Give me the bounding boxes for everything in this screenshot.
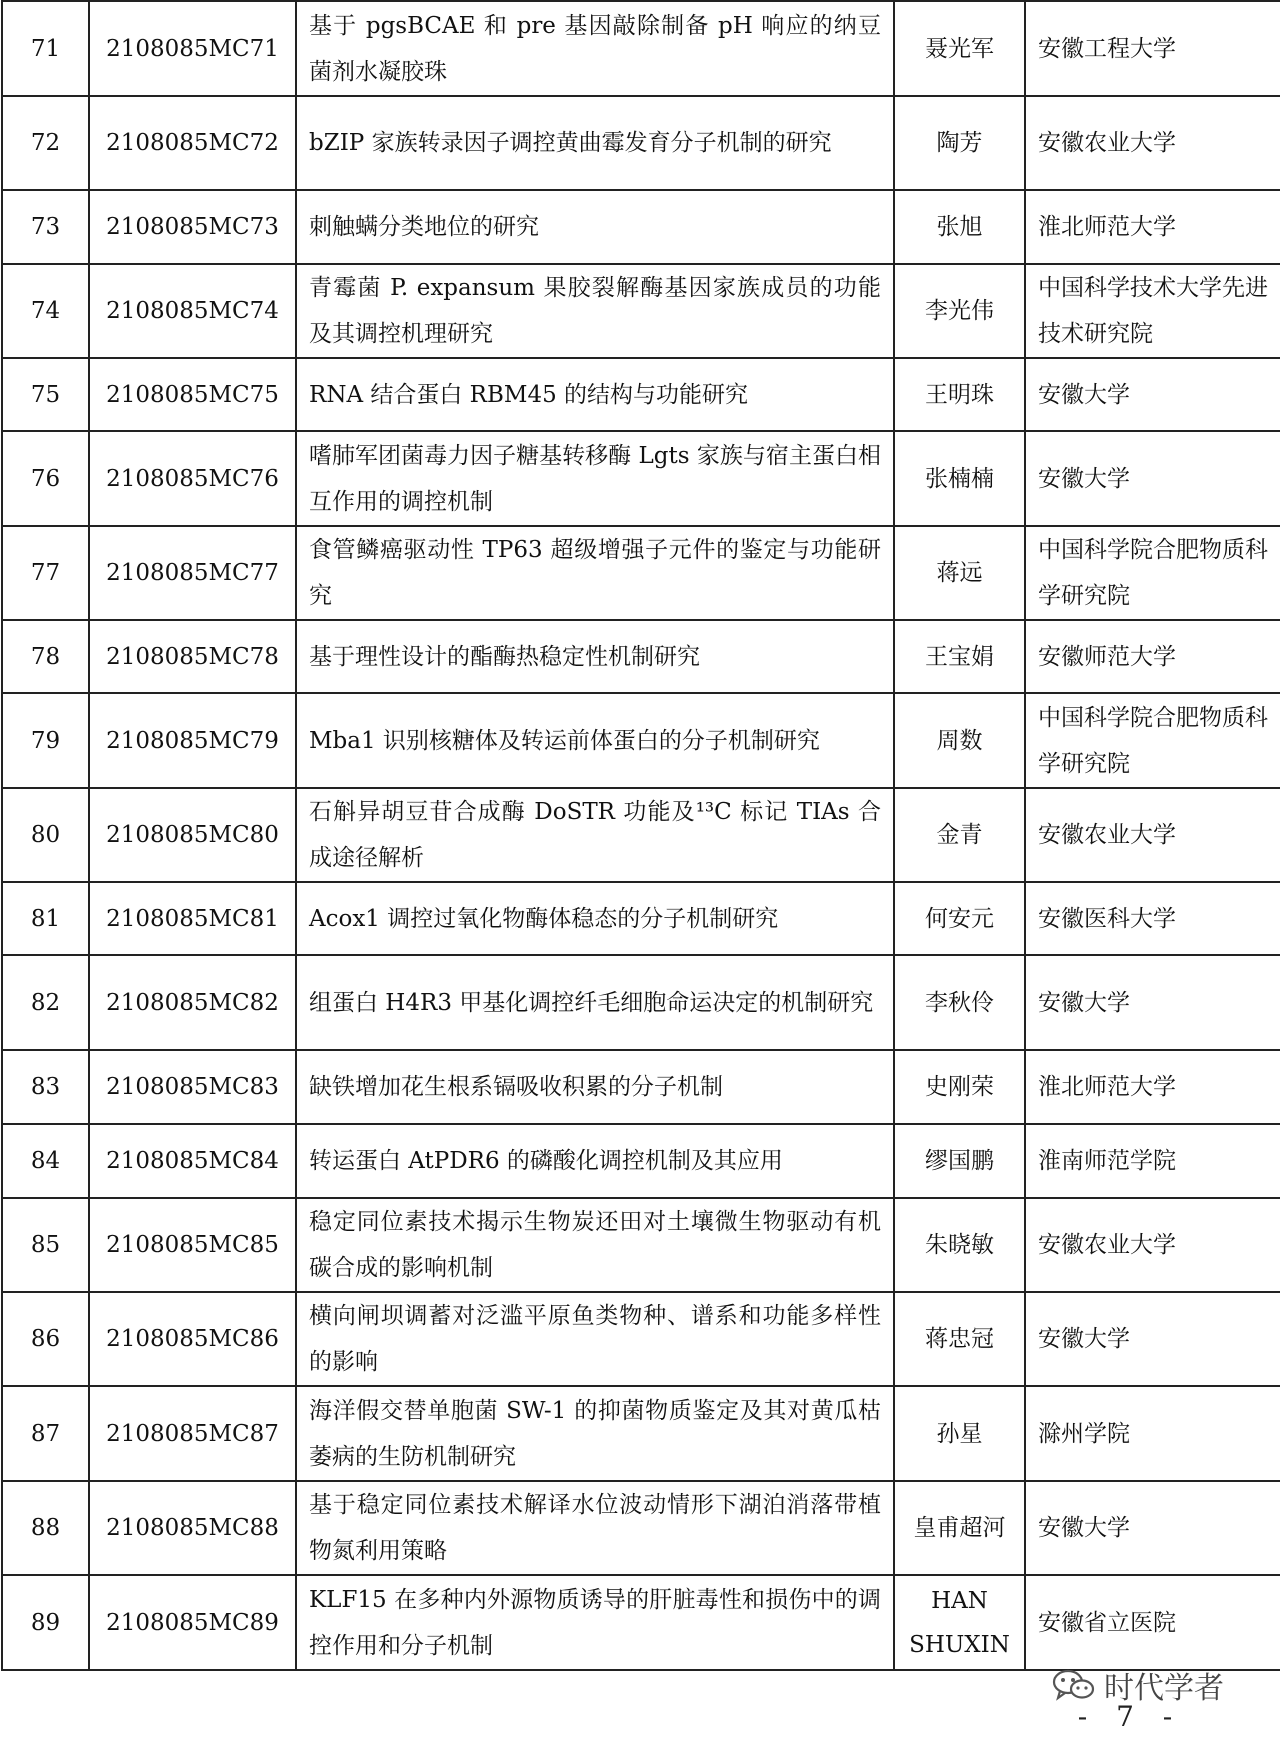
project-code: 2108085MC85 xyxy=(89,1198,296,1292)
project-code: 2108085MC82 xyxy=(89,955,296,1050)
project-institution: 安徽工程大学 xyxy=(1025,1,1280,96)
project-code: 2108085MC86 xyxy=(89,1292,296,1386)
table-row xyxy=(2,955,1280,1050)
project-leader: 聂光军 xyxy=(894,1,1025,96)
project-title: 基于 pgsBCAE 和 pre 基因敲除制备 pH 响应的纳豆菌剂水凝胶珠 xyxy=(296,1,894,96)
project-institution: 安徽大学 xyxy=(1025,358,1280,431)
project-code: 2108085MC75 xyxy=(89,358,296,431)
row-index: 80 xyxy=(2,788,89,882)
project-institution: 安徽农业大学 xyxy=(1025,1198,1280,1292)
project-title: Mba1 识别核糖体及转运前体蛋白的分子机制研究 xyxy=(296,693,894,788)
project-code: 2108085MC89 xyxy=(89,1575,296,1670)
table-row xyxy=(2,264,1280,358)
project-institution: 安徽大学 xyxy=(1025,1481,1280,1575)
project-institution: 中国科学院合肥物质科学研究院 xyxy=(1025,693,1280,788)
project-title: KLF15 在多种内外源物质诱导的肝脏毒性和损伤中的调控作用和分子机制 xyxy=(296,1575,894,1670)
project-leader: 李光伟 xyxy=(894,264,1025,358)
project-code: 2108085MC87 xyxy=(89,1386,296,1481)
row-index: 89 xyxy=(2,1575,89,1670)
row-index: 72 xyxy=(2,96,89,190)
project-title: 食管鳞癌驱动性 TP63 超级增强子元件的鉴定与功能研究 xyxy=(296,526,894,620)
row-index: 76 xyxy=(2,431,89,526)
table-row xyxy=(2,190,1280,264)
table-row xyxy=(2,1198,1280,1292)
project-leader: 张旭 xyxy=(894,190,1025,264)
project-leader: HAN SHUXIN xyxy=(894,1575,1025,1670)
row-index: 81 xyxy=(2,882,89,955)
project-leader: 王明珠 xyxy=(894,358,1025,431)
table-row xyxy=(2,882,1280,955)
project-title: 转运蛋白 AtPDR6 的磷酸化调控机制及其应用 xyxy=(296,1124,894,1198)
table-row xyxy=(2,526,1280,620)
project-title: bZIP 家族转录因子调控黄曲霉发育分子机制的研究 xyxy=(296,96,894,190)
project-code: 2108085MC79 xyxy=(89,693,296,788)
table-row xyxy=(2,431,1280,526)
row-index: 83 xyxy=(2,1050,89,1124)
project-code: 2108085MC84 xyxy=(89,1124,296,1198)
project-title: RNA 结合蛋白 RBM45 的结构与功能研究 xyxy=(296,358,894,431)
project-institution: 安徽医科大学 xyxy=(1025,882,1280,955)
table-row xyxy=(2,1050,1280,1124)
project-table-body xyxy=(2,1,1280,1670)
table-row xyxy=(2,96,1280,190)
project-title: 基于理性设计的酯酶热稳定性机制研究 xyxy=(296,620,894,693)
project-leader: 皇甫超河 xyxy=(894,1481,1025,1575)
table-row xyxy=(2,358,1280,431)
project-institution: 滁州学院 xyxy=(1025,1386,1280,1481)
project-code: 2108085MC78 xyxy=(89,620,296,693)
project-leader: 蒋远 xyxy=(894,526,1025,620)
project-title: 缺铁增加花生根系镉吸收积累的分子机制 xyxy=(296,1050,894,1124)
row-index: 79 xyxy=(2,693,89,788)
project-title: 横向闸坝调蓄对泛滥平原鱼类物种、谱系和功能多样性的影响 xyxy=(296,1292,894,1386)
project-leader: 朱晓敏 xyxy=(894,1198,1025,1292)
row-index: 88 xyxy=(2,1481,89,1575)
row-index: 87 xyxy=(2,1386,89,1481)
project-leader: 张楠楠 xyxy=(894,431,1025,526)
project-title: Acox1 调控过氧化物酶体稳态的分子机制研究 xyxy=(296,882,894,955)
project-leader: 何安元 xyxy=(894,882,1025,955)
table-row xyxy=(2,1481,1280,1575)
table-row xyxy=(2,1386,1280,1481)
project-institution: 安徽省立医院 xyxy=(1025,1575,1280,1670)
project-leader: 金青 xyxy=(894,788,1025,882)
table-row xyxy=(2,788,1280,882)
project-institution: 安徽大学 xyxy=(1025,431,1280,526)
project-code: 2108085MC81 xyxy=(89,882,296,955)
wechat-icon xyxy=(1052,1668,1096,1702)
project-title: 石斛异胡豆苷合成酶 DoSTR 功能及¹³C 标记 TIAs 合成途径解析 xyxy=(296,788,894,882)
project-title: 海洋假交替单胞菌 SW-1 的抑菌物质鉴定及其对黄瓜枯萎病的生防机制研究 xyxy=(296,1386,894,1481)
project-title: 基于稳定同位素技术解译水位波动情形下湖泊消落带植物氮利用策略 xyxy=(296,1481,894,1575)
project-institution: 中国科学技术大学先进技术研究院 xyxy=(1025,264,1280,358)
project-institution: 安徽师范大学 xyxy=(1025,620,1280,693)
table-row xyxy=(2,1292,1280,1386)
project-title: 组蛋白 H4R3 甲基化调控纤毛细胞命运决定的机制研究 xyxy=(296,955,894,1050)
project-institution: 中国科学院合肥物质科学研究院 xyxy=(1025,526,1280,620)
project-code: 2108085MC83 xyxy=(89,1050,296,1124)
project-table xyxy=(1,0,1280,1671)
project-code: 2108085MC77 xyxy=(89,526,296,620)
project-institution: 淮南师范学院 xyxy=(1025,1124,1280,1198)
project-institution: 淮北师范大学 xyxy=(1025,1050,1280,1124)
project-leader: 史刚荣 xyxy=(894,1050,1025,1124)
project-leader: 蒋忠冠 xyxy=(894,1292,1025,1386)
page-number: - 7 - xyxy=(1077,1700,1183,1733)
row-index: 75 xyxy=(2,358,89,431)
project-institution: 安徽大学 xyxy=(1025,955,1280,1050)
row-index: 71 xyxy=(2,1,89,96)
row-index: 82 xyxy=(2,955,89,1050)
project-code: 2108085MC76 xyxy=(89,431,296,526)
project-leader: 孙星 xyxy=(894,1386,1025,1481)
project-title: 嗜肺军团菌毒力因子糖基转移酶 Lgts 家族与宿主蛋白相互作用的调控机制 xyxy=(296,431,894,526)
table-row xyxy=(2,693,1280,788)
project-institution: 安徽农业大学 xyxy=(1025,788,1280,882)
table-row xyxy=(2,1575,1280,1670)
project-code: 2108085MC72 xyxy=(89,96,296,190)
project-title: 青霉菌 P. expansum 果胶裂解酶基因家族成员的功能及其调控机理研究 xyxy=(296,264,894,358)
row-index: 73 xyxy=(2,190,89,264)
row-index: 77 xyxy=(2,526,89,620)
project-leader: 陶芳 xyxy=(894,96,1025,190)
project-institution: 安徽大学 xyxy=(1025,1292,1280,1386)
row-index: 85 xyxy=(2,1198,89,1292)
project-leader: 周数 xyxy=(894,693,1025,788)
table-row xyxy=(2,1124,1280,1198)
table-row xyxy=(2,1,1280,96)
project-code: 2108085MC71 xyxy=(89,1,296,96)
project-leader: 王宝娟 xyxy=(894,620,1025,693)
project-code: 2108085MC80 xyxy=(89,788,296,882)
project-code: 2108085MC73 xyxy=(89,190,296,264)
watermark-text: 时代学者 xyxy=(1104,1671,1224,1706)
project-institution: 安徽农业大学 xyxy=(1025,96,1280,190)
row-index: 78 xyxy=(2,620,89,693)
project-institution: 淮北师范大学 xyxy=(1025,190,1280,264)
row-index: 74 xyxy=(2,264,89,358)
project-code: 2108085MC88 xyxy=(89,1481,296,1575)
row-index: 84 xyxy=(2,1124,89,1198)
project-leader: 李秋伶 xyxy=(894,955,1025,1050)
table-row xyxy=(2,620,1280,693)
project-title: 稳定同位素技术揭示生物炭还田对土壤微生物驱动有机碳合成的影响机制 xyxy=(296,1198,894,1292)
project-code: 2108085MC74 xyxy=(89,264,296,358)
row-index: 86 xyxy=(2,1292,89,1386)
project-leader: 缪国鹏 xyxy=(894,1124,1025,1198)
project-title: 刺触螨分类地位的研究 xyxy=(296,190,894,264)
